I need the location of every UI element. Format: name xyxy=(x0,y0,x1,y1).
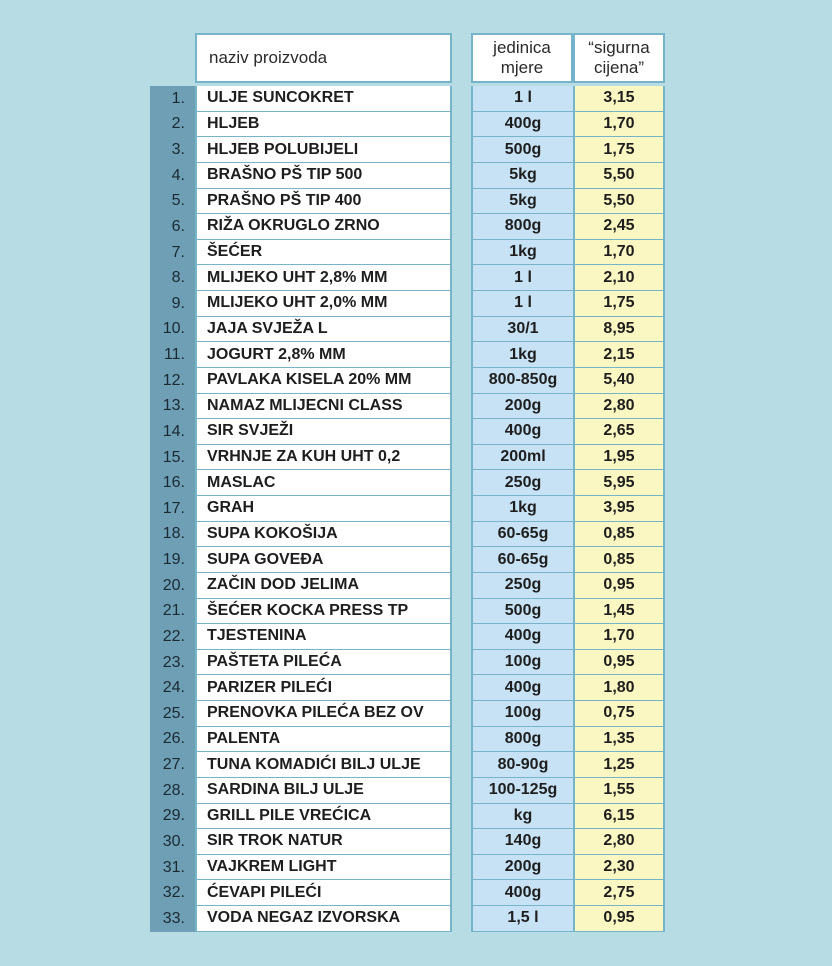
unit-of-measure: 200g xyxy=(471,855,573,881)
product-name: HLJEB xyxy=(195,112,452,138)
unit-of-measure: kg xyxy=(471,804,573,830)
product-name: ŠEĆER KOCKA PRESS TP xyxy=(195,599,452,625)
row-number: 31. xyxy=(162,858,185,876)
row-number: 2. xyxy=(171,115,185,133)
safe-price: 0,85 xyxy=(573,547,665,573)
unit-of-measure: 200g xyxy=(471,394,573,420)
product-name: PRENOVKA PILEĆA BEZ OV xyxy=(195,701,452,727)
row-number: 9. xyxy=(171,294,185,312)
product-name: ĆEVAPI PILEĆI xyxy=(195,880,452,906)
row-number: 27. xyxy=(162,756,185,774)
unit-of-measure: 800g xyxy=(471,214,573,240)
unit-of-measure: 500g xyxy=(471,137,573,163)
row-number: 16. xyxy=(162,474,185,492)
row-number: 3. xyxy=(171,141,185,159)
unit-of-measure: 80-90g xyxy=(471,752,573,778)
row-number: 10. xyxy=(162,320,185,338)
unit-of-measure: 400g xyxy=(471,880,573,906)
table-row xyxy=(150,650,665,676)
table-row xyxy=(150,573,665,599)
safe-price: 2,75 xyxy=(573,880,665,906)
unit-of-measure: 1kg xyxy=(471,240,573,266)
unit-of-measure: 400g xyxy=(471,624,573,650)
safe-price: 0,95 xyxy=(573,573,665,599)
product-name: HLJEB POLUBIJELI xyxy=(195,137,452,163)
product-name: SIR TROK NATUR xyxy=(195,829,452,855)
table-row xyxy=(150,137,665,163)
unit-of-measure: 5kg xyxy=(471,189,573,215)
row-number: 11. xyxy=(163,346,185,364)
safe-price: 2,15 xyxy=(573,342,665,368)
row-number: 22. xyxy=(162,627,185,645)
safe-price: 2,10 xyxy=(573,265,665,291)
row-number: 18. xyxy=(162,525,185,543)
safe-price: 1,80 xyxy=(573,675,665,701)
table-row xyxy=(150,394,665,420)
safe-price: 3,15 xyxy=(573,86,665,112)
table-row xyxy=(150,496,665,522)
header-unit-label: jedinica mjere xyxy=(493,38,551,77)
product-name: BRAŠNO PŠ TIP 500 xyxy=(195,163,452,189)
unit-of-measure: 60-65g xyxy=(471,547,573,573)
row-number: 29. xyxy=(162,807,185,825)
product-name: TUNA KOMADIĆI BILJ ULJE xyxy=(195,752,452,778)
safe-price: 1,25 xyxy=(573,752,665,778)
product-name: GRILL PILE VREĆICA xyxy=(195,804,452,830)
row-number: 28. xyxy=(162,781,185,799)
unit-of-measure: 100-125g xyxy=(471,778,573,804)
product-name: JAJA SVJEŽA L xyxy=(195,317,452,343)
safe-price: 1,75 xyxy=(573,137,665,163)
product-name: RIŽA OKRUGLO ZRNO xyxy=(195,214,452,240)
table-row xyxy=(150,214,665,240)
safe-price: 8,95 xyxy=(573,317,665,343)
row-number: 7. xyxy=(171,243,185,261)
unit-of-measure: 100g xyxy=(471,650,573,676)
row-number: 15. xyxy=(162,448,185,466)
safe-price: 1,35 xyxy=(573,727,665,753)
unit-of-measure: 140g xyxy=(471,829,573,855)
safe-price: 5,40 xyxy=(573,368,665,394)
product-name: ZAČIN DOD JELIMA xyxy=(195,573,452,599)
table-row xyxy=(150,445,665,471)
row-number: 19. xyxy=(162,551,185,569)
product-name: SUPA KOKOŠIJA xyxy=(195,522,452,548)
safe-price: 1,55 xyxy=(573,778,665,804)
header-product-name-label: naziv proizvoda xyxy=(209,48,328,67)
table-row xyxy=(150,265,665,291)
table-row xyxy=(150,470,665,496)
product-name: VRHNJE ZA KUH UHT 0,2 xyxy=(195,445,452,471)
table-row xyxy=(150,675,665,701)
safe-price: 5,50 xyxy=(573,189,665,215)
row-number: 1. xyxy=(171,89,185,107)
product-name: ŠEĆER xyxy=(195,240,452,266)
safe-price: 2,80 xyxy=(573,829,665,855)
unit-of-measure: 250g xyxy=(471,573,573,599)
safe-price: 1,70 xyxy=(573,624,665,650)
unit-of-measure: 1 l xyxy=(471,291,573,317)
row-number: 12. xyxy=(162,371,185,389)
row-number: 26. xyxy=(162,730,185,748)
row-number: 30. xyxy=(162,832,185,850)
product-name: JOGURT 2,8% MM xyxy=(195,342,452,368)
safe-price: 0,85 xyxy=(573,522,665,548)
table-row xyxy=(150,547,665,573)
table-row xyxy=(150,240,665,266)
row-number: 33. xyxy=(162,909,185,927)
safe-price: 2,65 xyxy=(573,419,665,445)
table-row xyxy=(150,291,665,317)
row-number: 13. xyxy=(162,397,185,415)
safe-price: 2,80 xyxy=(573,394,665,420)
row-number: 5. xyxy=(171,192,185,210)
product-name: PARIZER PILEĆI xyxy=(195,675,452,701)
safe-price: 2,30 xyxy=(573,855,665,881)
product-name: GRAH xyxy=(195,496,452,522)
table-row xyxy=(150,778,665,804)
product-name: SUPA GOVEĐA xyxy=(195,547,452,573)
table-row xyxy=(150,880,665,906)
header-unit xyxy=(471,33,573,83)
safe-price: 0,75 xyxy=(573,701,665,727)
product-name: VODA NEGAZ IZVORSKA xyxy=(195,906,452,932)
product-name: MLIJEKO UHT 2,8% MM xyxy=(195,265,452,291)
row-number: 21. xyxy=(162,602,185,620)
unit-of-measure: 400g xyxy=(471,112,573,138)
unit-of-measure: 1kg xyxy=(471,496,573,522)
unit-of-measure: 30/1 xyxy=(471,317,573,343)
safe-price: 5,95 xyxy=(573,470,665,496)
table-row xyxy=(150,855,665,881)
unit-of-measure: 800-850g xyxy=(471,368,573,394)
safe-price: 1,75 xyxy=(573,291,665,317)
table-row xyxy=(150,419,665,445)
unit-of-measure: 1kg xyxy=(471,342,573,368)
header-price-label: “sigurna cijena” xyxy=(588,38,650,77)
unit-of-measure: 500g xyxy=(471,599,573,625)
product-name: MLIJEKO UHT 2,0% MM xyxy=(195,291,452,317)
product-name: SARDINA BILJ ULJE xyxy=(195,778,452,804)
table-row xyxy=(150,86,665,112)
table-row xyxy=(150,701,665,727)
row-number: 24. xyxy=(162,679,185,697)
table-row xyxy=(150,112,665,138)
row-number: 4. xyxy=(171,166,185,184)
safe-price: 6,15 xyxy=(573,804,665,830)
header-product-name xyxy=(195,33,452,83)
row-number: 32. xyxy=(162,884,185,902)
product-name: TJESTENINA xyxy=(195,624,452,650)
row-number: 20. xyxy=(162,576,185,594)
product-name: PRAŠNO PŠ TIP 400 xyxy=(195,189,452,215)
row-number: 25. xyxy=(162,704,185,722)
safe-price: 0,95 xyxy=(573,650,665,676)
table-row xyxy=(150,342,665,368)
table-row xyxy=(150,804,665,830)
product-name: NAMAZ MLIJECNI CLASS xyxy=(195,394,452,420)
product-name: PAŠTETA PILEĆA xyxy=(195,650,452,676)
unit-of-measure: 1 l xyxy=(471,265,573,291)
safe-price: 1,45 xyxy=(573,599,665,625)
unit-of-measure: 1 l xyxy=(471,86,573,112)
table-row xyxy=(150,368,665,394)
table-row xyxy=(150,829,665,855)
product-name: VAJKREM LIGHT xyxy=(195,855,452,881)
product-name: PALENTA xyxy=(195,727,452,753)
unit-of-measure: 400g xyxy=(471,419,573,445)
table-row xyxy=(150,189,665,215)
product-name: PAVLAKA KISELA 20% MM xyxy=(195,368,452,394)
unit-of-measure: 1,5 l xyxy=(471,906,573,932)
product-name: MASLAC xyxy=(195,470,452,496)
row-number: 17. xyxy=(162,499,185,517)
unit-of-measure: 200ml xyxy=(471,445,573,471)
table-row xyxy=(150,599,665,625)
table-row xyxy=(150,163,665,189)
table-row xyxy=(150,317,665,343)
row-number: 14. xyxy=(162,422,185,440)
unit-of-measure: 100g xyxy=(471,701,573,727)
product-table xyxy=(150,86,665,932)
safe-price: 1,70 xyxy=(573,240,665,266)
safe-price: 3,95 xyxy=(573,496,665,522)
unit-of-measure: 400g xyxy=(471,675,573,701)
table-row xyxy=(150,906,665,932)
safe-price: 2,45 xyxy=(573,214,665,240)
table-row xyxy=(150,752,665,778)
safe-price: 0,95 xyxy=(573,906,665,932)
product-name: SIR SVJEŽI xyxy=(195,419,452,445)
table-row xyxy=(150,727,665,753)
safe-price: 1,95 xyxy=(573,445,665,471)
unit-of-measure: 60-65g xyxy=(471,522,573,548)
row-number: 23. xyxy=(162,653,185,671)
table-row xyxy=(150,624,665,650)
table-row xyxy=(150,522,665,548)
row-number: 6. xyxy=(171,217,185,235)
safe-price: 1,70 xyxy=(573,112,665,138)
unit-of-measure: 5kg xyxy=(471,163,573,189)
unit-of-measure: 800g xyxy=(471,727,573,753)
safe-price: 5,50 xyxy=(573,163,665,189)
row-number: 8. xyxy=(171,269,185,287)
header-price xyxy=(573,33,665,83)
product-name: ULJE SUNCOKRET xyxy=(195,86,452,112)
unit-of-measure: 250g xyxy=(471,470,573,496)
